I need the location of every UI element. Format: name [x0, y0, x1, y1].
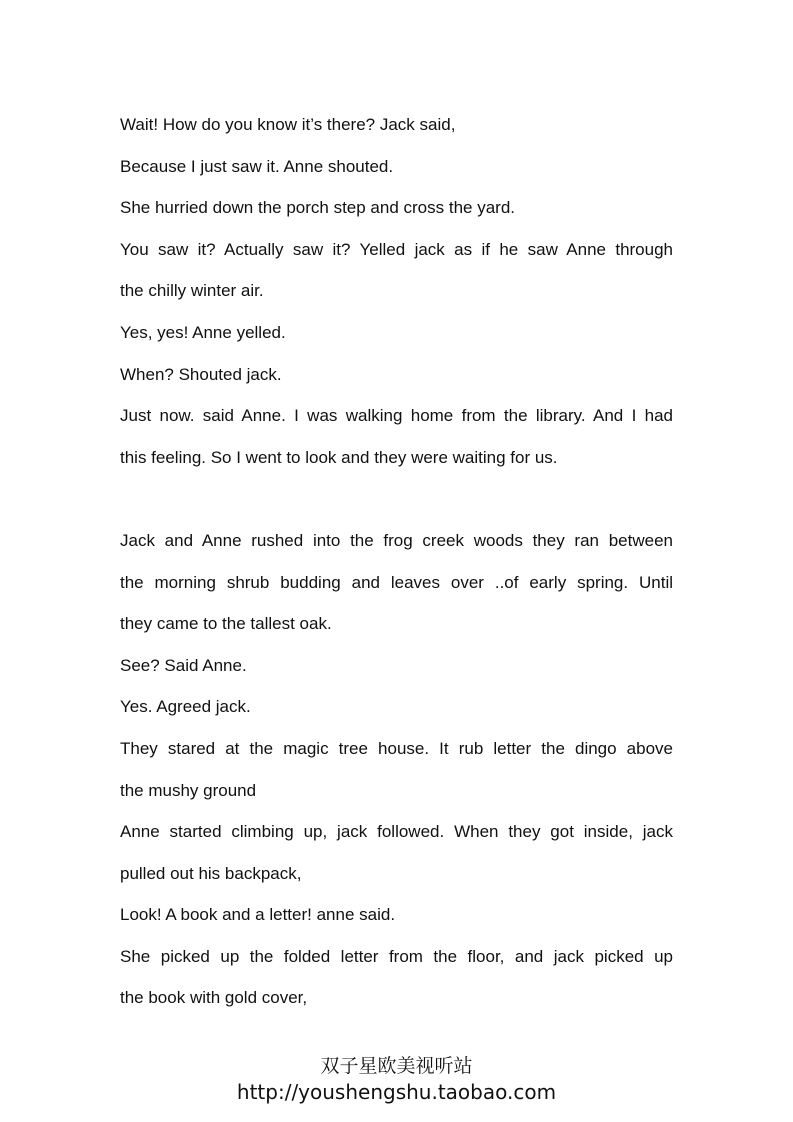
text-line: Look! A book and a letter! anne said.	[120, 905, 396, 925]
text-line: See? Said Anne.	[120, 655, 247, 675]
text-line: They stared at the magic tree house. It rub letter the dingo above	[120, 738, 673, 758]
text-line: When? Shouted jack.	[120, 364, 282, 384]
text-line: She picked up the folded letter from the floor, and jack picked up	[120, 946, 673, 966]
text-line: Yes. Agreed jack.	[120, 697, 251, 717]
text-line: pulled out his backpack,	[120, 863, 302, 883]
text-line: Because I just saw it. Anne shouted.	[120, 156, 394, 176]
text-line: Just now. said Anne. I was walking home from the library. And I had	[120, 406, 673, 426]
text-line: Wait! How do you know it’s there? Jack said,	[120, 115, 456, 134]
text-line: the chilly winter air.	[120, 281, 264, 301]
footer-url[interactable]: http://youshengshu.taobao.com	[236, 1080, 557, 1104]
document-body	[120, 104, 673, 1019]
blank-line	[120, 478, 673, 520]
text-line: the mushy ground	[120, 780, 257, 800]
text-line: You saw it? Actually saw it? Yelled jack as if he saw Anne through	[120, 239, 673, 259]
text-line: the morning shrub budding and leaves over ..of early spring. Until	[120, 572, 673, 592]
footer-site-name: 双子星欧美视听站	[320, 1055, 473, 1077]
text-line: the book with gold cover,	[120, 988, 308, 1008]
text-line: this feeling. So I went to look and they were waiting for us.	[120, 447, 558, 467]
text-line: She hurried down the porch step and cross the yard.	[120, 198, 516, 218]
text-line: Yes, yes! Anne yelled.	[120, 322, 286, 342]
text-line: Anne started climbing up, jack followed. When they got inside, jack	[120, 822, 673, 842]
text-line: they came to the tallest oak.	[120, 614, 332, 634]
text-line: Jack and Anne rushed into the frog creek woods they ran between	[120, 530, 673, 550]
